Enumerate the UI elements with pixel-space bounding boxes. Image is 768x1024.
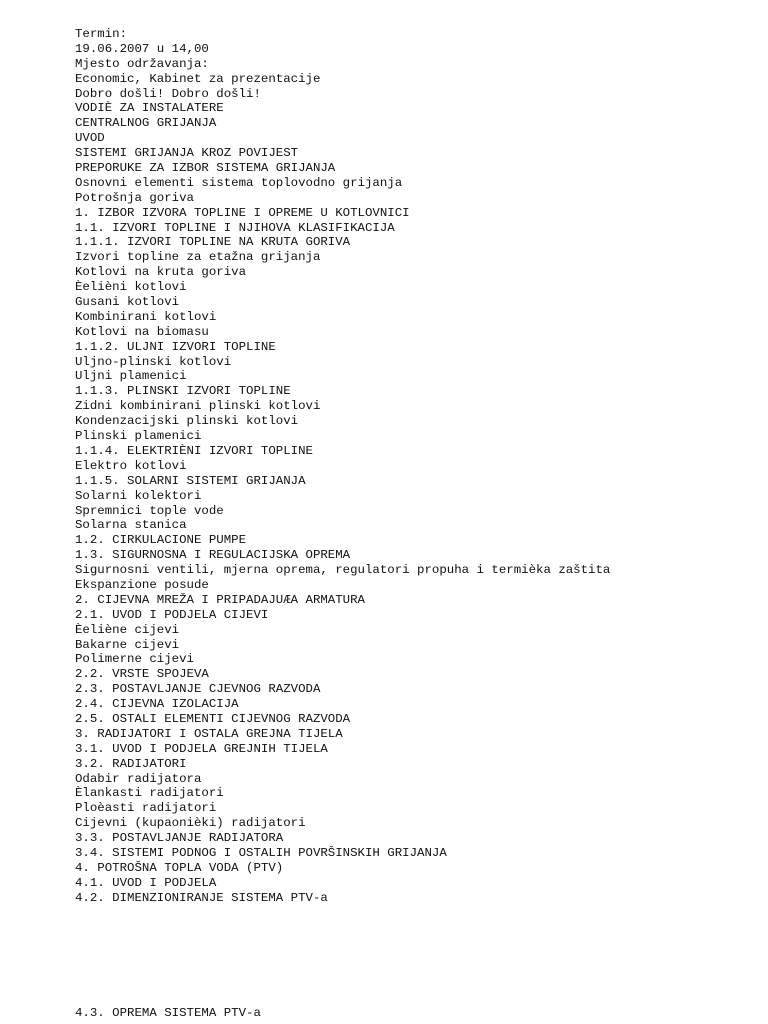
document-line: Kombinirani kotlovi (75, 309, 217, 324)
document-line-4-3: 4.3. OPREMA SISTEMA PTV-a (75, 1006, 261, 1020)
document-line: Kondenzacijski plinski kotlovi (75, 414, 299, 429)
document-line: 3.4. SISTEMI PODNOG I OSTALIH POVRŠINSKIH GRIJANJA (75, 845, 447, 860)
document-line: Spremnici tople vode (75, 503, 224, 518)
document-line: 3.2. RADIJATORI (75, 756, 187, 771)
document-line: 2.2. VRSTE SPOJEVA (75, 667, 209, 682)
document-line: Kotlovi na kruta goriva (75, 265, 247, 280)
document-line: 19.06.2007 u 14,00 (75, 41, 209, 56)
document-line: Ploèasti radijatori (75, 801, 217, 816)
document-line: 4.1. UVOD I PODJELA (75, 875, 217, 890)
document-line: 3. RADIJATORI I OSTALA GREJNA TIJELA (75, 726, 343, 741)
document-line: Solarna stanica (75, 518, 187, 533)
document-line: CENTRALNOG GRIJANJA (75, 116, 217, 131)
document-line: Elektro kotlovi (75, 458, 187, 473)
document-line: 1.1.1. IZVORI TOPLINE NA KRUTA GORIVA (75, 235, 351, 250)
document-line: 1.1.2. ULJNI IZVORI TOPLINE (75, 339, 276, 354)
document-line: 1.3. SIGURNOSNA I REGULACIJSKA OPREMA (75, 548, 351, 563)
document-line: 1. IZBOR IZVORA TOPLINE I OPREME U KOTLOVNICI (75, 205, 410, 220)
document-line: VODIÈ ZA INSTALATERE (75, 101, 224, 116)
document-line: 1.1.4. ELEKTRIÈNI IZVORI TOPLINE (75, 443, 313, 458)
document-line: Dobro došli! Dobro došli! (75, 86, 261, 101)
document-line: Izvori topline za etažna grijanja (75, 250, 321, 265)
document-line: Solarni kolektori (75, 488, 202, 503)
document-line: Èlankasti radijatori (75, 786, 224, 801)
document-line: Plinski plamenici (75, 429, 202, 444)
document-line: 2.3. POSTAVLJANJE CJEVNOG RAZVODA (75, 682, 321, 697)
document-line: 1.2. CIRKULACIONE PUMPE (75, 533, 247, 548)
document-line: Kotlovi na biomasu (75, 324, 209, 339)
document-line: Polimerne cijevi (75, 652, 194, 667)
document-line: 3.3. POSTAVLJANJE RADIJATORA (75, 831, 284, 846)
document-line: 4.2. DIMENZIONIRANJE SISTEMA PTV-a (75, 890, 328, 905)
document-line: Sigurnosni ventili, mjerna oprema, regulatori propuha i termièka zaštita (75, 563, 611, 578)
document-line: 2. CIJEVNA MREŽA I PRIPADAJUÆA ARMATURA (75, 592, 365, 607)
document-line: Odabir radijatora (75, 771, 202, 786)
document-line: Economic, Kabinet za prezentacije (75, 71, 321, 86)
document-line: Uljno-plinski kotlovi (75, 354, 232, 369)
document-line: PREPORUKE ZA IZBOR SISTEMA GRIJANJA (75, 161, 336, 176)
document-line: 2.1. UVOD I PODJELA CIJEVI (75, 607, 269, 622)
document-line: SISTEMI GRIJANJA KROZ POVIJEST (75, 146, 299, 161)
document-line: Bakarne cijevi (75, 637, 180, 652)
document-line: Èelièni kotlovi (75, 280, 187, 295)
document-line: Osnovni elementi sistema toplovodno grijanja (75, 175, 403, 190)
document-line: Zidni kombinirani plinski kotlovi (75, 399, 321, 414)
document-line: Uljni plamenici (75, 369, 187, 384)
document-line: 2.5. OSTALI ELEMENTI CIJEVNOG RAZVODA (75, 711, 351, 726)
document-line: Èeliène cijevi (75, 622, 180, 637)
document-line: UVOD (75, 131, 105, 146)
document-line: Ekspanzione posude (75, 577, 209, 592)
document-line: 2.4. CIJEVNA IZOLACIJA (75, 697, 239, 712)
document-line: 1.1. IZVORI TOPLINE I NJIHOVA KLASIFIKACIJA (75, 220, 395, 235)
document-line: 1.1.3. PLINSKI IZVORI TOPLINE (75, 384, 291, 399)
document-line: 1.1.5. SOLARNI SISTEMI GRIJANJA (75, 473, 306, 488)
document-line: Termin: (75, 27, 128, 41)
document-line: Gusani kotlovi (75, 295, 180, 310)
document-line: Mjesto održavanja: (75, 56, 209, 71)
document-line: 4. POTROŠNA TOPLA VODA (PTV) (75, 860, 284, 875)
document-line: 3.1. UVOD I PODJELA GREJNIH TIJELA (75, 741, 328, 756)
document-line: Potrošnja goriva (75, 190, 194, 205)
document-text (75, 27, 610, 906)
document-line: Cijevni (kupaonièki) radijatori (75, 816, 306, 831)
